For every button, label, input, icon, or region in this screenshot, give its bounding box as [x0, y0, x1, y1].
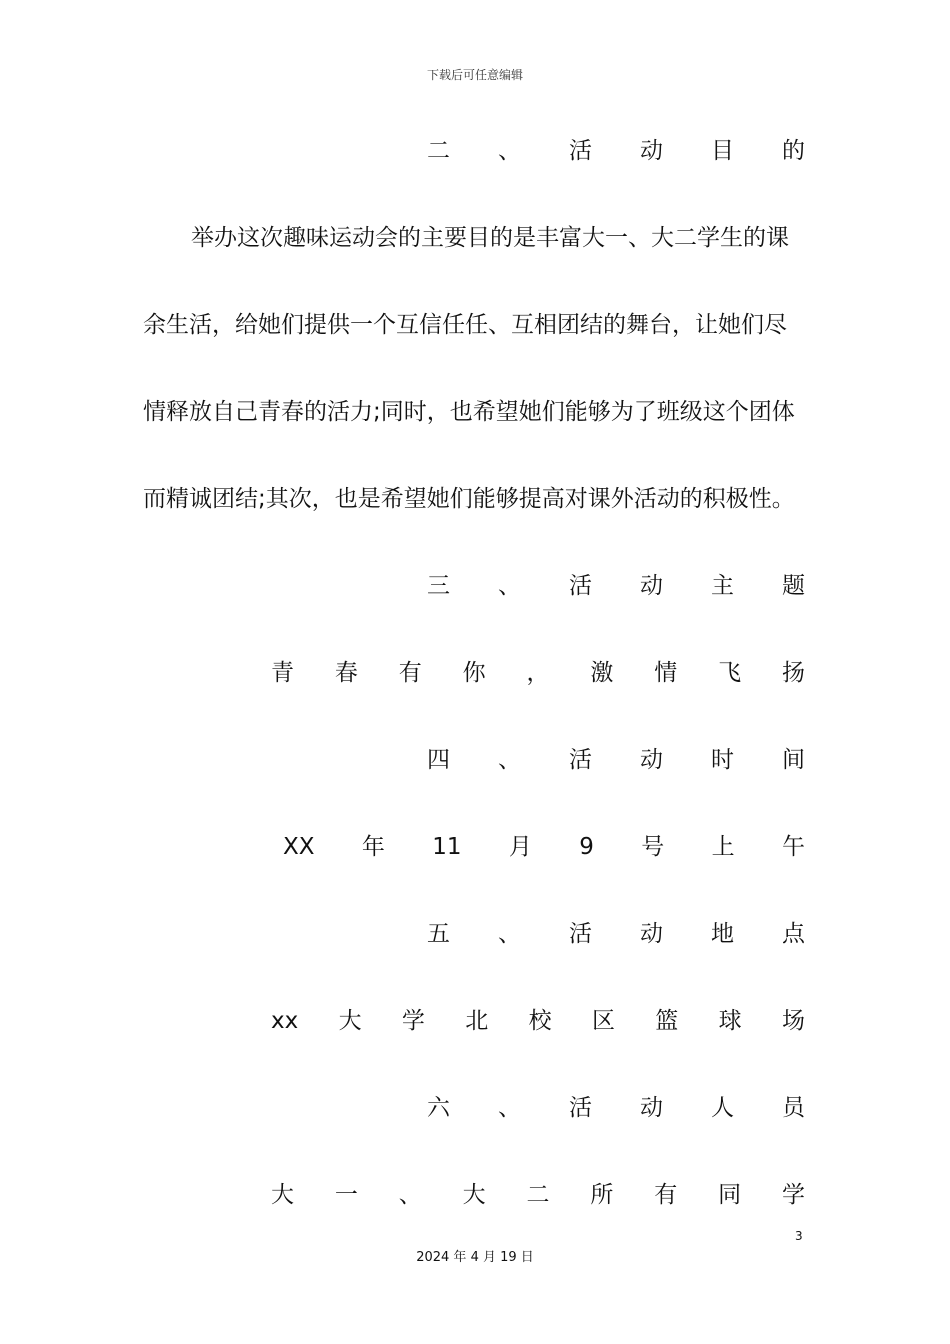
participant-char: 有	[654, 1182, 678, 1208]
heading-char: 题	[782, 573, 805, 599]
theme-char: 春	[334, 660, 358, 686]
theme-char: 激	[590, 660, 614, 686]
heading-char: 点	[782, 921, 805, 947]
heading-char: 活	[569, 747, 592, 773]
section4-time	[283, 827, 805, 867]
participant-char: 学	[782, 1182, 805, 1208]
heading-char: 动	[640, 747, 663, 773]
heading-char: 间	[782, 747, 805, 773]
paragraph-line: 而精诚团结;其次，也是希望她们能够提高对课外活动的积极性。	[143, 486, 795, 512]
theme-char: 有	[398, 660, 422, 686]
theme-char: 你	[462, 660, 486, 686]
time-token: 11	[432, 834, 462, 860]
heading-char: 地	[711, 921, 734, 947]
heading-char: 活	[569, 1095, 592, 1121]
heading-char: 时	[711, 747, 734, 773]
heading-char: 活	[569, 138, 592, 164]
location-token: 场	[781, 1008, 805, 1034]
participant-char: 一	[334, 1182, 358, 1208]
theme-char: ，	[526, 660, 550, 686]
time-token: 上	[711, 834, 735, 860]
heading-char: 主	[711, 573, 734, 599]
heading-char: 四	[427, 747, 450, 773]
theme-char: 飞	[718, 660, 742, 686]
heading-char: 二	[427, 138, 450, 164]
time-token: 月	[508, 834, 532, 860]
paragraph-line: 情释放自己青春的活力;同时，也希望她们能够为了班级这个团体	[143, 399, 795, 425]
theme-char: 情	[654, 660, 678, 686]
heading-char: 、	[498, 921, 521, 947]
participant-char: 大	[462, 1182, 486, 1208]
heading-char: 六	[427, 1095, 450, 1121]
participant-char: 同	[718, 1182, 742, 1208]
section3-theme	[271, 653, 805, 693]
section5-location	[271, 1001, 805, 1041]
heading-char: 人	[711, 1095, 734, 1121]
participant-char: 、	[398, 1182, 422, 1208]
heading-char: 活	[569, 921, 592, 947]
heading-char: 、	[498, 747, 521, 773]
heading-char: 动	[640, 1095, 663, 1121]
paragraph-line: 举办这次趣味运动会的主要目的是丰富大一、大二学生的课	[191, 225, 789, 251]
section4-heading	[427, 740, 805, 780]
heading-char: 三	[427, 573, 450, 599]
time-token: XX	[283, 834, 315, 860]
heading-char: 的	[782, 138, 805, 164]
participant-char: 二	[526, 1182, 550, 1208]
heading-char: 动	[640, 138, 663, 164]
participant-char: 大	[271, 1182, 294, 1208]
page-number: 3	[795, 1229, 803, 1243]
location-token: 篮	[655, 1008, 679, 1034]
time-token: 9	[579, 834, 594, 860]
participant-char: 所	[590, 1182, 614, 1208]
theme-char: 扬	[782, 660, 805, 686]
location-token: 学	[401, 1008, 425, 1034]
heading-char: 目	[711, 138, 734, 164]
time-token: 午	[781, 834, 805, 860]
location-token: 球	[718, 1008, 742, 1034]
section6-heading	[427, 1088, 805, 1128]
page-header: 下载后可任意编辑	[426, 68, 523, 82]
location-token: 校	[528, 1008, 552, 1034]
section6-participants	[271, 1175, 805, 1215]
heading-char: 五	[427, 921, 450, 947]
heading-char: 、	[498, 573, 521, 599]
paragraph-line: 余生活，给她们提供一个互信任任、互相团结的舞台，让她们尽	[143, 312, 787, 338]
section2-heading	[427, 131, 805, 171]
heading-char: 动	[640, 573, 663, 599]
heading-char: 活	[569, 573, 592, 599]
heading-char: 员	[782, 1095, 805, 1121]
location-token: 北	[465, 1008, 489, 1034]
time-token: 年	[361, 834, 385, 860]
location-token: 区	[591, 1008, 615, 1034]
section3-heading	[427, 566, 805, 606]
location-token: 大	[338, 1008, 362, 1034]
heading-char: 动	[640, 921, 663, 947]
heading-char: 、	[498, 138, 521, 164]
time-token: 号	[641, 834, 665, 860]
section5-heading	[427, 914, 805, 954]
location-token: xx	[271, 1008, 299, 1034]
footer-date: 2024 年 4 月 19 日	[416, 1250, 534, 1265]
heading-char: 、	[498, 1095, 521, 1121]
theme-char: 青	[271, 660, 294, 686]
